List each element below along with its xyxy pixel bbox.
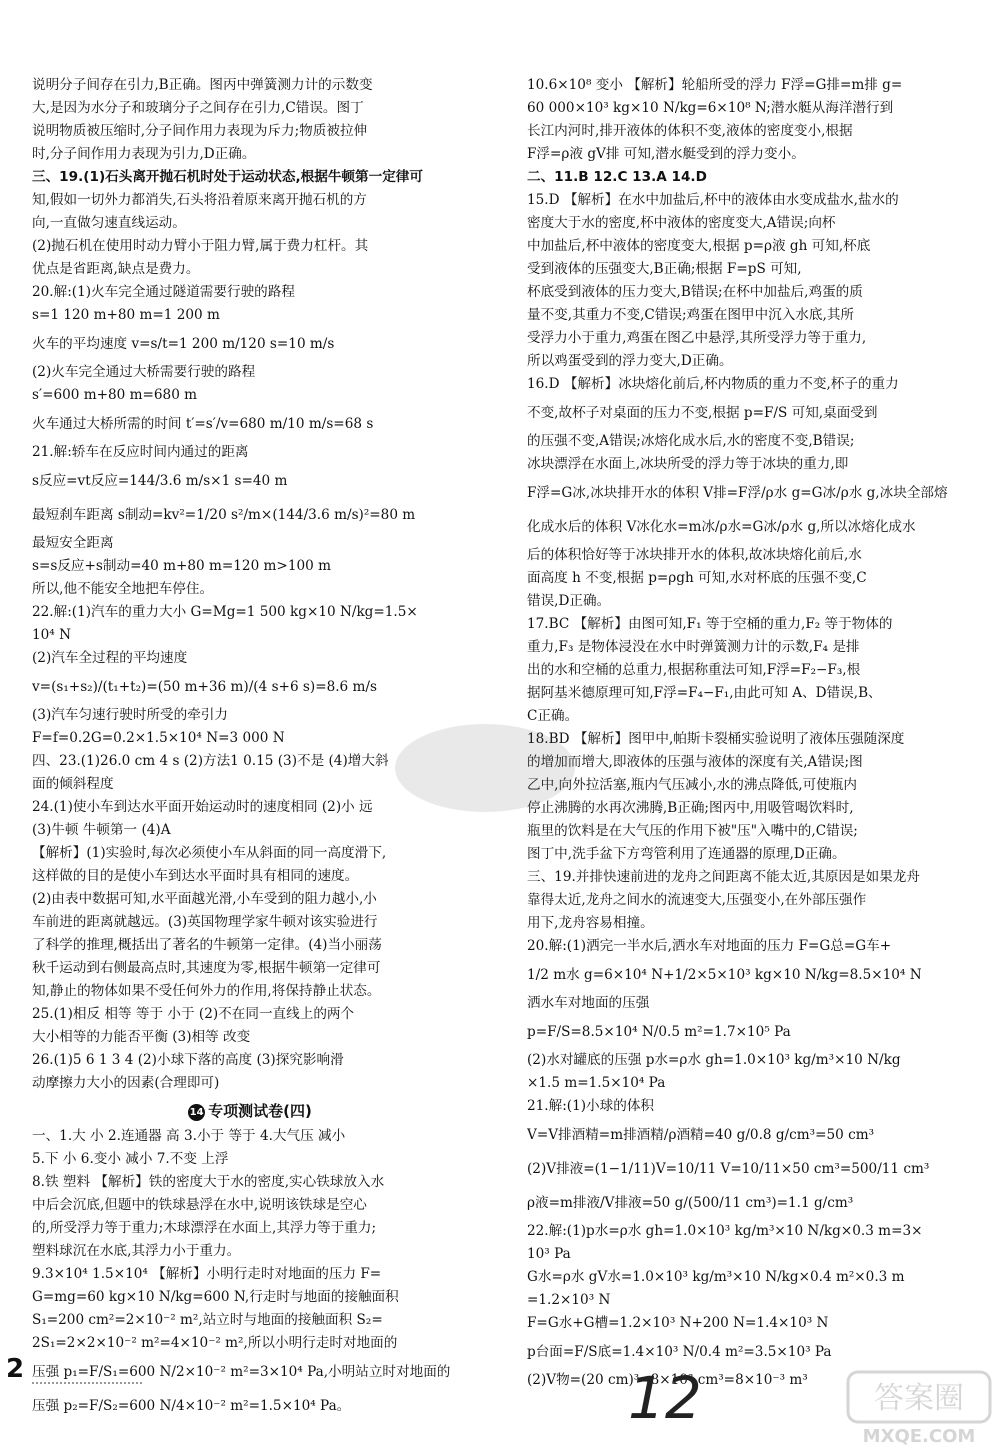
section-badge: 14 <box>188 1104 205 1121</box>
text-line: 瓶里的饮料是在大气压的作用下被"压"入嘴中的,C错误; <box>527 823 858 839</box>
text-line: 这样做的目的是使小车到达水平面时具有相同的速度。 <box>32 868 359 884</box>
formula-line: F浮=G冰,冰块排开水的体积 V排=F浮/ρ水 g=G冰/ρ水 g,冰块全部熔 <box>527 485 948 501</box>
text-line: 据阿基米德原理可知,F浮=F₄−F₁,由此可知 A、D错误,B、 <box>527 685 882 701</box>
formula-line: 1/2 m水 g=6×10⁴ N+1/2×5×10³ kg×10 N/kg=8.5×10⁴ N <box>527 967 922 983</box>
text-line: (2)抛石机在使用时动力臂小于阻力臂,属于费力杠杆。其 <box>32 238 369 254</box>
formula-line: v=(s₁+s₂)/(t₁+t₂)=(50 m+36 m)/(4 s+6 s)=8.6 m/s <box>32 679 377 695</box>
text-line: 密度大于水的密度,杯中液体的密度变大,A错误;向杯 <box>527 215 836 231</box>
formula-line: (2)V排液=(1−1/11)V=10/11 V=10/11×50 cm³=500/11 cm³ <box>527 1161 930 1177</box>
text-line: 洒水车对地面的压强 <box>527 995 650 1011</box>
section-title-text: 专项测试卷(四) <box>208 1102 312 1120</box>
text-line: 20.解:(1)洒完一半水后,洒水车对地面的压力 F=G总=G车+ <box>527 938 892 954</box>
formula-line: s反应=vt反应=144/3.6 m/s×1 s=40 m <box>32 473 288 489</box>
text-line: (2)汽车全过程的平均速度 <box>32 650 188 666</box>
text-line: 最短安全距离 <box>32 535 114 551</box>
footer-decoration <box>32 1378 142 1384</box>
text-line: S₁=200 cm²=2×10⁻² m²,站立时与地面的接触面积 S₂= <box>32 1312 383 1328</box>
text-line: 10.6×10⁸ 变小 【解析】轮船所受的浮力 F浮=G排=m排 g= <box>527 77 903 93</box>
text-line: s=s反应+s制动=40 m+80 m=120 m>100 m <box>32 558 331 574</box>
text-line: 17.BC 【解析】由图可知,F₁ 等于空桶的重力,F₂ 等于物体的 <box>527 616 893 632</box>
text-line: 26.(1)5 6 1 3 4 (2)小球下落的高度 (3)探究影响滑 <box>32 1052 344 1068</box>
text-line: 大,是因为水分子和玻璃分子之间存在引力,C错误。图丁 <box>32 100 364 116</box>
text-line: s′=600 m+80 m=680 m <box>32 387 198 403</box>
formula-line: 压强 p₁=F/S₁=600 N/2×10⁻² m²=3×10⁴ Pa,小明站立时对地面的 <box>32 1364 451 1380</box>
text-line: 靠得太近,龙舟之间水的流速变大,压强变小,在外部压强作 <box>527 892 867 908</box>
text-line: 【解析】(1)实验时,每次必须使小车从斜面的同一高度滑下, <box>32 845 387 861</box>
page-number: 2 <box>6 1354 25 1384</box>
text-line: 10⁴ N <box>32 627 71 643</box>
text-line: 5.下 小 6.变小 减小 7.不变 上浮 <box>32 1151 229 1167</box>
text-line: F=G水+G槽=1.2×10³ N+200 N=1.4×10³ N <box>527 1315 829 1331</box>
text-line: 20.解:(1)火车完全通过隧道需要行驶的路程 <box>32 284 295 300</box>
text-line: 大小相等的力能否平衡 (3)相等 改变 <box>32 1029 251 1045</box>
text-line: 秋千运动到右侧最高点时,其速度为零,根据牛顿第一定律可 <box>32 960 381 976</box>
ink-blot <box>390 718 580 818</box>
text-line: 的增加而增大,即液体的压强与液体的深度有关,A错误;图 <box>527 754 863 770</box>
text-line: 24.(1)使小车到达水平面开始运动时的速度相同 (2)小 远 <box>32 799 373 815</box>
text-line: 受浮力小于重力,鸡蛋在图乙中悬浮,其所受浮力等于重力, <box>527 330 867 346</box>
text-line: 车前进的距离就越远。(3)英国物理学家牛顿对该实验进行 <box>32 914 378 930</box>
text-line: 中后会沉底,但题中的铁球悬浮在水中,说明该铁球是空心 <box>32 1197 367 1213</box>
text-line: 21.解:(1)小球的体积 <box>527 1098 655 1114</box>
text-line: 15.D 【解析】在水中加盐后,杯中的液体由水变成盐水,盐水的 <box>527 192 899 208</box>
text-line: 16.D 【解析】冰块熔化前后,杯内物质的重力不变,杯子的重力 <box>527 376 899 392</box>
handwritten-note: 12 <box>628 1364 702 1432</box>
formula-line: p=F/S=8.5×10⁴ N/0.5 m²=1.7×10⁵ Pa <box>527 1024 791 1040</box>
text-line: 乙中,向外拉活塞,瓶内气压减小,水的沸点降低,可使瓶内 <box>527 777 857 793</box>
text-line: 时,分子间作用力表现为引力,D正确。 <box>32 146 256 162</box>
text-line: F=f=0.2G=0.2×1.5×10⁴ N=3 000 N <box>32 730 285 746</box>
formula-line: ρ液=m排液/V排液=50 g/(500/11 cm³)=1.1 g/cm³ <box>527 1195 854 1211</box>
text-line: s=1 120 m+80 m=1 200 m <box>32 307 220 323</box>
formula-line: 压强 p₂=F/S₂=600 N/4×10⁻² m²=1.5×10⁴ Pa。 <box>32 1398 351 1414</box>
text-line: (2)水对罐底的压强 p水=ρ水 gh=1.0×10³ kg/m³×10 N/kg <box>527 1052 901 1068</box>
text-line: 二、11.B 12.C 13.A 14.D <box>527 169 707 185</box>
text-line: 所以,他不能安全地把车停住。 <box>32 581 214 597</box>
text-line: 22.解:(1)p水=ρ水 gh=1.0×10³ kg/m³×10 N/kg×0.3 m=3× <box>527 1223 923 1239</box>
text-line: 停止沸腾的水再次沸腾,B正确;图丙中,用吸管喝饮料时, <box>527 800 854 816</box>
text-line: 三、19.(1)石头离开抛石机时处于运动状态,根据牛顿第一定律可 <box>32 169 423 185</box>
text-line: 长江内河时,排开液体的体积不变,液体的密度变小,根据 <box>527 123 853 139</box>
text-line: 错误,D正确。 <box>527 593 611 609</box>
text-line: 动摩擦力大小的因素(合理即可) <box>32 1075 220 1091</box>
text-line: 中加盐后,杯中液体的密度变大,根据 p=ρ液 gh 可知,杯底 <box>527 238 871 254</box>
text-line: 25.(1)相反 相等 等于 小于 (2)不在同一直线上的两个 <box>32 1006 355 1022</box>
text-line: F浮=ρ液 gV排 可知,潜水艇受到的浮力变小。 <box>527 146 805 162</box>
text-line: 面高度 h 不变,根据 p=ρgh 可知,水对杯底的压强不变,C <box>527 570 867 586</box>
text-line: 面的倾斜程度 <box>32 776 114 792</box>
text-line: 杯底受到液体的压力变大,B错误;在杯中加盐后,鸡蛋的质 <box>527 284 863 300</box>
svg-text:答案圈: 答案圈 <box>874 1381 964 1416</box>
text-line: 图丁中,洗手盆下方弯管利用了连通器的原理,D正确。 <box>527 846 846 862</box>
text-line: 四、23.(1)26.0 cm 4 s (2)方法1 0.15 (3)不是 (4)增大斜 <box>32 753 389 769</box>
section-title <box>32 1100 468 1123</box>
text-line: 知,假如一切外力都消失,石头将沿着原来离开抛石机的方 <box>32 192 367 208</box>
formula-line: V=V排酒精=m排酒精/ρ酒精=40 g/0.8 g/cm³=50 cm³ <box>527 1127 875 1143</box>
text-line: 用下,龙舟容易相撞。 <box>527 915 654 931</box>
watermark-logo <box>846 1368 992 1448</box>
text-line: 说明分子间存在引力,B正确。图丙中弹簧测力计的示数变 <box>32 77 373 93</box>
text-line: (2)V物=(20 cm)³=8×10³ cm³=8×10⁻³ m³ <box>527 1372 808 1388</box>
text-line: 出的水和空桶的总重力,根据称重法可知,F浮=F₂−F₃,根 <box>527 662 861 678</box>
text-line: 9.3×10⁴ 1.5×10⁴ 【解析】小明行走时对地面的压力 F= <box>32 1266 382 1282</box>
text-line: 的,所受浮力等于重力;木球漂浮在水面上,其浮力等于重力; <box>32 1220 377 1236</box>
text-line: 说明物质被压缩时,分子间作用力表现为斥力;物质被拉伸 <box>32 123 368 139</box>
text-line: 8.铁 塑料 【解析】铁的密度大于水的密度,实心铁球放入水 <box>32 1174 385 1190</box>
text-line: 所以鸡蛋受到的浮力变大,D正确。 <box>527 353 733 369</box>
text-line: (2)由表中数据可知,水平面越光滑,小车受到的阻力越小,小 <box>32 891 377 907</box>
svg-text:MXQE.COM: MXQE.COM <box>862 1426 976 1447</box>
text-line: 重力,F₃ 是物体浸没在水中时弹簧测力计的示数,F₄ 是排 <box>527 639 860 655</box>
text-line: 知,静止的物体如果不受任何外力的作用,将保持静止状态。 <box>32 983 381 999</box>
formula-line: 火车通过大桥所需的时间 t′=s′/v=680 m/10 m/s=68 s <box>32 416 374 432</box>
text-line: 10³ Pa <box>527 1246 571 1262</box>
text-line: (3)牛顿 牛顿第一 (4)A <box>32 822 171 838</box>
formula-line: 不变,故杯子对桌面的压力不变,根据 p=F/S 可知,桌面受到 <box>527 405 878 421</box>
text-line: 一、1.大 小 2.连通器 高 3.小于 等于 4.大气压 减小 <box>32 1128 346 1144</box>
text-line: (3)汽车匀速行驶时所受的牵引力 <box>32 707 228 723</box>
text-line: G水=ρ水 gV水=1.0×10³ kg/m³×10 N/kg×0.4 m²×0.3 m <box>527 1269 905 1285</box>
right-column <box>527 74 967 1392</box>
formula-line: 最短刹车距离 s制动=kv²=1/20 s²/m×(144/3.6 m/s)²=80 m <box>32 507 416 523</box>
text-line: =1.2×10³ N <box>527 1292 611 1308</box>
text-line: ×1.5 m=1.5×10⁴ Pa <box>527 1075 666 1091</box>
text-line: 60 000×10³ kg×10 N/kg=6×10⁸ N;潜水艇从海洋潜行到 <box>527 100 894 116</box>
text-line: 22.解:(1)汽车的重力大小 G=Mg=1 500 kg×10 N/kg=1.5× <box>32 604 418 620</box>
text-line: C正确。 <box>527 708 579 724</box>
text-line: (2)火车完全通过大桥需要行驶的路程 <box>32 364 256 380</box>
text-line: 了科学的推理,概括出了著名的牛顿第一定律。(4)当小丽荡 <box>32 937 382 953</box>
text-line: 塑料球沉在水底,其浮力小于重力。 <box>32 1243 241 1259</box>
text-line: 的压强不变,A错误;冰熔化成水后,水的密度不变,B错误; <box>527 433 855 449</box>
text-line: 向,一直做匀速直线运动。 <box>32 215 186 231</box>
text-line: G=mg=60 kg×10 N/kg=600 N,行走时与地面的接触面积 <box>32 1289 399 1305</box>
formula-line: 火车的平均速度 v=s/t=1 200 m/120 s=10 m/s <box>32 336 335 352</box>
text-line: 18.BD 【解析】图甲中,帕斯卡裂桶实验说明了液体压强随深度 <box>527 731 905 747</box>
formula-line: 化成水后的体积 V冰化水=m冰/ρ水=G冰/ρ水 g,所以冰熔化成水 <box>527 519 916 535</box>
text-line: 后的体积恰好等于冰块排开水的体积,故冰块熔化前后,水 <box>527 547 862 563</box>
text-line: 受到液体的压强变大,B正确;根据 F=pS 可知, <box>527 261 802 277</box>
text-line: 三、19.并排快速前进的龙舟之间距离不能太近,其原因是如果龙舟 <box>527 869 920 885</box>
text-line: 冰块漂浮在水面上,冰块所受的浮力等于冰块的重力,即 <box>527 456 849 472</box>
text-line: 量不变,其重力不变,C错误;鸡蛋在图甲中沉入水底,其所 <box>527 307 855 323</box>
formula-line: p台面=F/S底=1.4×10³ N/0.4 m²=3.5×10³ Pa <box>527 1344 832 1360</box>
text-line: 2S₁=2×2×10⁻² m²=4×10⁻² m²,所以小明行走时对地面的 <box>32 1335 398 1351</box>
text-line: 优点是省距离,缺点是费力。 <box>32 261 200 277</box>
text-line: 21.解:轿车在反应时间内通过的距离 <box>32 444 249 460</box>
